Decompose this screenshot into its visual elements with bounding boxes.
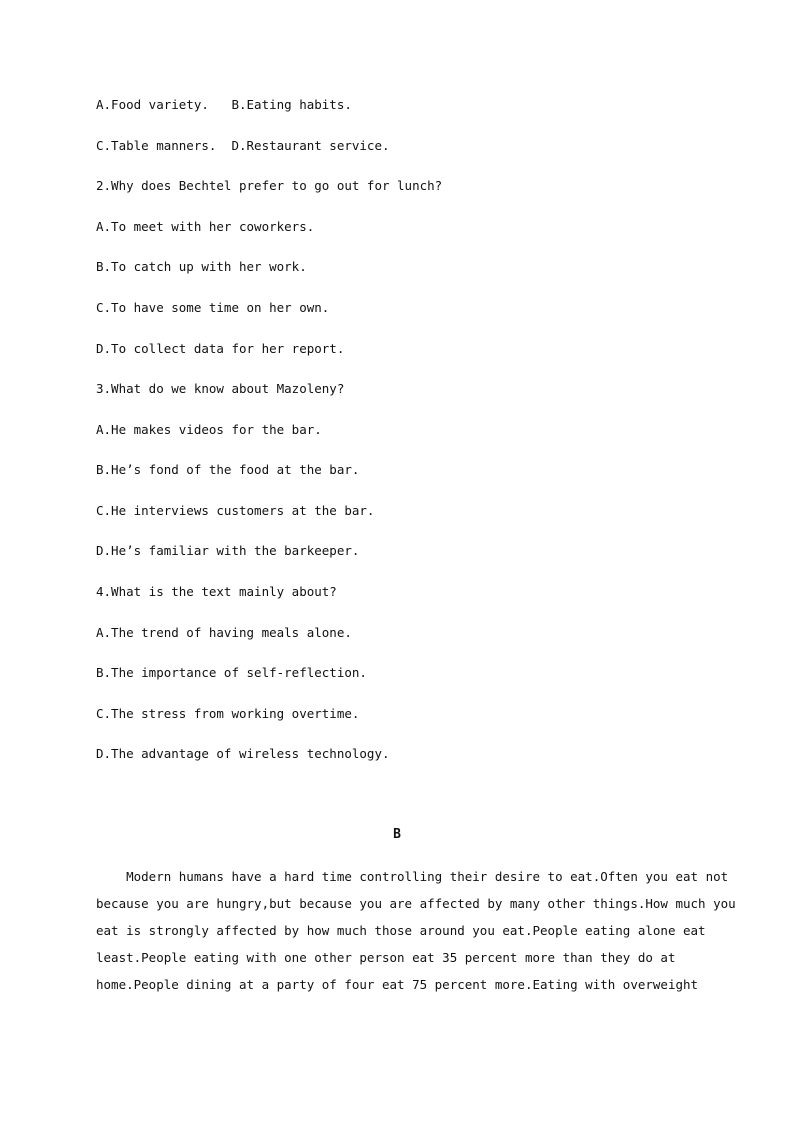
section-b-heading: B <box>393 827 401 842</box>
q2-stem: 2.Why does Bechtel prefer to go out for lunch? <box>96 178 443 193</box>
q3-option-c: C.He interviews customers at the bar. <box>96 503 375 518</box>
q3-option-b: B.He’s fond of the food at the bar. <box>96 462 360 477</box>
q1-options-row-1: A.Food variety. B.Eating habits. <box>96 97 352 112</box>
q3-stem: 3.What do we know about Mazoleny? <box>96 381 345 396</box>
q4-stem: 4.What is the text mainly about? <box>96 584 337 599</box>
paragraph-line: because you are hungry,but because you are affected by many other things.How much you <box>96 896 736 911</box>
q4-option-d: D.The advantage of wireless technology. <box>96 746 390 761</box>
paragraph-line: least.People eating with one other person eat 35 percent more than they do at <box>96 950 676 965</box>
q2-option-a: A.To meet with her coworkers. <box>96 219 315 234</box>
q1-options-row-2: C.Table manners. D.Restaurant service. <box>96 138 390 153</box>
q4-option-b: B.The importance of self-reflection. <box>96 665 367 680</box>
q2-option-c: C.To have some time on her own. <box>96 300 330 315</box>
q3-option-a: A.He makes videos for the bar. <box>96 422 322 437</box>
q2-option-b: B.To catch up with her work. <box>96 259 307 274</box>
paragraph-line: eat is strongly affected by how much those around you eat.People eating alone eat <box>96 923 706 938</box>
section-b-paragraph <box>96 863 736 998</box>
paragraph-line: Modern humans have a hard time controlling their desire to eat.Often you eat not <box>96 869 729 884</box>
q2-option-d: D.To collect data for her report. <box>96 341 345 356</box>
q3-option-d: D.He’s familiar with the barkeeper. <box>96 543 360 558</box>
paragraph-line: home.People dining at a party of four eat 75 percent more.Eating with overweight <box>96 977 699 992</box>
q4-option-a: A.The trend of having meals alone. <box>96 625 352 640</box>
q4-option-c: C.The stress from working overtime. <box>96 706 360 721</box>
